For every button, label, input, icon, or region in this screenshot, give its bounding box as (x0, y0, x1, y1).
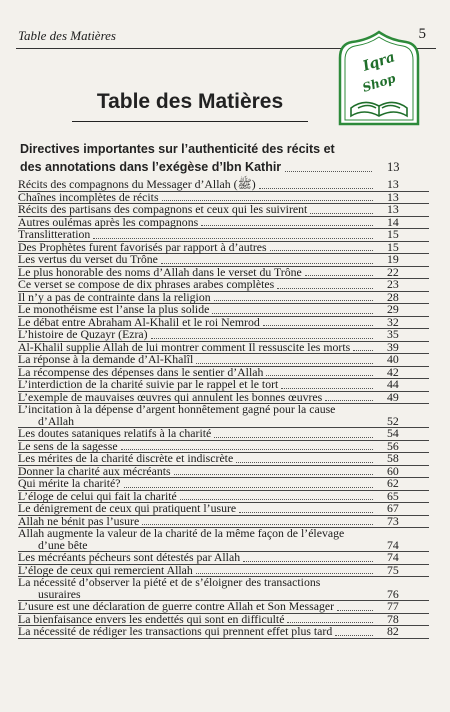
toc-entry-page: 49 (387, 389, 399, 404)
toc-entry-page: 23 (387, 277, 399, 291)
toc-entry-page: 75 (387, 562, 399, 577)
dot-leader (305, 275, 373, 276)
dot-leader (337, 610, 373, 611)
toc-entry-continuation: usuraires (38, 586, 81, 601)
logo-emblem (338, 30, 420, 126)
dot-leader (353, 350, 373, 351)
toc-entry-page: 62 (387, 476, 399, 490)
dot-leader (162, 200, 373, 201)
toc-entry-page: 35 (387, 327, 399, 341)
dot-leader (214, 300, 373, 301)
toc-entry (18, 404, 429, 428)
dot-leader (285, 171, 372, 172)
toc-entry-page: 32 (387, 314, 399, 329)
dot-leader (277, 288, 373, 289)
toc-entry-page: 74 (387, 550, 399, 564)
toc-entry-page: 60 (387, 463, 399, 478)
dot-leader (266, 375, 373, 376)
toc-entry-title: L’interdiction de la charité suivie par le rappel et le tort (18, 377, 279, 391)
toc-entry-page: 15 (387, 239, 399, 254)
logo-text-iqra: Iqra (360, 49, 398, 75)
toc-entry-page: 77 (387, 599, 399, 613)
toc-entry-title: La bienfaisance envers les endettés qui sont en difficulté (18, 611, 285, 626)
dot-leader (325, 400, 373, 401)
dot-leader (243, 561, 373, 562)
running-title: Table des Matières (18, 28, 116, 43)
dot-leader (180, 499, 373, 500)
dot-leader (214, 437, 373, 438)
toc-entry-title: La nécessité d’observer la piété et de s’éloigner des transactions (18, 575, 321, 589)
dot-leader (151, 338, 373, 339)
toc-entry-title: Le débat entre Abraham Al-Khalil et le roi Nemrod (18, 314, 260, 329)
toc-entry-title: L’usure est une déclaration de guerre contre Allah et Son Messager (18, 599, 335, 613)
toc-entry-title: La réponse à la demande d’Al-Khalîl (18, 352, 194, 366)
dot-leader (201, 225, 373, 226)
dot-leader (212, 313, 373, 314)
toc-entry-title: Récits des compagnons du Messager d’Allah (ﷺ) (18, 177, 256, 191)
toc-entry-title: Le sens de la sagesse (18, 438, 118, 453)
dot-leader (310, 213, 373, 214)
dot-leader (174, 474, 373, 475)
toc-entry-title: La nécessité de rédiger les transactions qui prennent effet plus tard (18, 624, 333, 638)
toc-entry-page: 78 (387, 611, 399, 626)
toc-entry-title: Les doutes sataniques relatifs à la charité (18, 426, 212, 440)
toc-entry (18, 528, 429, 552)
dot-leader (239, 512, 373, 513)
dot-leader (142, 524, 373, 525)
dot-leader (236, 462, 373, 463)
toc-entry-title: La récompense des dépenses dans le sentier d’Allah (18, 364, 264, 379)
toc-entry-page: 15 (387, 227, 399, 241)
toc-entry-page: 67 (387, 501, 399, 515)
toc-entry-page: 65 (387, 488, 399, 503)
dot-leader (196, 573, 373, 574)
dot-leader (259, 188, 373, 189)
toc-entry-page: 13 (387, 202, 399, 216)
toc-entry-title: Il n’y a pas de contrainte dans la religion (18, 289, 211, 304)
toc-entry-title: Al-Khalil supplie Allah de lui montrer comment Il ressuscite les morts (18, 339, 351, 354)
toc-entry-title: Chaînes incomplètes de récits (18, 189, 159, 204)
toc-entry-title: Le monothéisme est l’anse la plus solide (18, 302, 210, 316)
section-heading-line1: Directives importantes sur l’authenticité des récits et (20, 142, 335, 156)
dot-leader (161, 263, 373, 264)
page-number: 5 (418, 26, 426, 42)
page-title: Table des Matières (96, 90, 284, 113)
toc-entry-page: 42 (387, 364, 399, 379)
toc-entry-page: 44 (387, 377, 399, 391)
toc-entry-title: L’exemple de mauvaises œuvres qui annulent les bonnes œuvres (18, 389, 323, 404)
toc-entry-title: Translitteration (18, 227, 91, 241)
toc-entry-page: 58 (387, 451, 399, 465)
toc-entry (18, 577, 429, 601)
toc-entry-title: Des Prophètes furent favorisés par rapport à d’autres (18, 239, 267, 254)
toc-entry-title: Le dénigrement de ceux qui pratiquent l’usure (18, 501, 237, 515)
toc-entry-page: 14 (387, 214, 399, 229)
toc-entry-page: 13 (387, 177, 399, 191)
section-page: 13 (387, 160, 400, 174)
dot-leader (121, 449, 373, 450)
section-heading-line2: des annotations dans l’exégèse d’Ibn Kathir (20, 160, 282, 174)
section-heading (20, 140, 375, 176)
toc-entry-title: Les mérites de la charité discrète et indiscrète (18, 451, 234, 465)
dot-leader (287, 622, 373, 623)
dot-leader (93, 238, 373, 239)
toc-entry-page: 82 (387, 624, 399, 638)
toc-entry-continuation: d’une bête (38, 537, 88, 552)
toc-entry-title: Les mécréants pécheurs sont détestés par Allah (18, 550, 241, 564)
toc-entry-page: 22 (387, 264, 399, 279)
toc-entry-page: 56 (387, 438, 399, 453)
toc-entry-title: Autres oulémas après les compagnons (18, 214, 199, 229)
toc-entry-page: 39 (387, 339, 399, 354)
toc-entry-continuation: d’Allah (38, 413, 75, 428)
dot-leader (124, 487, 373, 488)
iqra-shop-logo (338, 30, 420, 126)
toc-entry-page: 73 (387, 513, 399, 528)
toc-entry-page: 28 (387, 289, 399, 304)
dot-leader (335, 635, 373, 636)
toc-entry-page: 52 (387, 413, 399, 428)
toc-entry-title: Les vertus du verset du Trône (18, 252, 158, 266)
toc-entry-title: Récits des partisans des compagnons et ceux qui les suivirent (18, 202, 308, 216)
toc-entry-title: Allah ne bénit pas l’usure (18, 513, 140, 528)
toc-entry-title: Donner la charité aux mécréants (18, 463, 171, 478)
toc-entry-page: 19 (387, 252, 399, 266)
dot-leader (196, 363, 373, 364)
toc-entry-title: L’éloge de celui qui fait la charité (18, 488, 177, 503)
dot-leader (263, 325, 373, 326)
toc-list (18, 179, 429, 639)
toc-entry (18, 626, 429, 639)
logo-text-shop: Shop (360, 71, 398, 95)
toc-entry-title: Ce verset se compose de dix phrases arabes complètes (18, 277, 275, 291)
toc-entry-page: 74 (387, 537, 399, 552)
title-underline (72, 121, 308, 122)
toc-entry-title: Allah augmente la valeur de la charité de la même façon de l’élevage (18, 526, 345, 540)
toc-entry-title: Qui mérite la charité? (18, 476, 121, 490)
toc-entry-title: L’incitation à la dépense d’argent honnêtement gagné pour la cause (18, 402, 336, 416)
dot-leader (281, 388, 373, 389)
toc-entry-title: L’histoire de Quzayr (Ezra) (18, 327, 148, 341)
toc-entry-title: L’éloge de ceux qui remercient Allah (18, 562, 193, 577)
toc-entry-page: 29 (387, 302, 399, 316)
toc-entry-page: 40 (387, 352, 399, 366)
toc-entry-page: 54 (387, 426, 399, 440)
toc-entry-page: 76 (387, 586, 399, 601)
toc-entry-title: Le plus honorable des noms d’Allah dans le verset du Trône (18, 264, 302, 279)
dot-leader (270, 250, 373, 251)
toc-entry-page: 13 (387, 189, 399, 204)
